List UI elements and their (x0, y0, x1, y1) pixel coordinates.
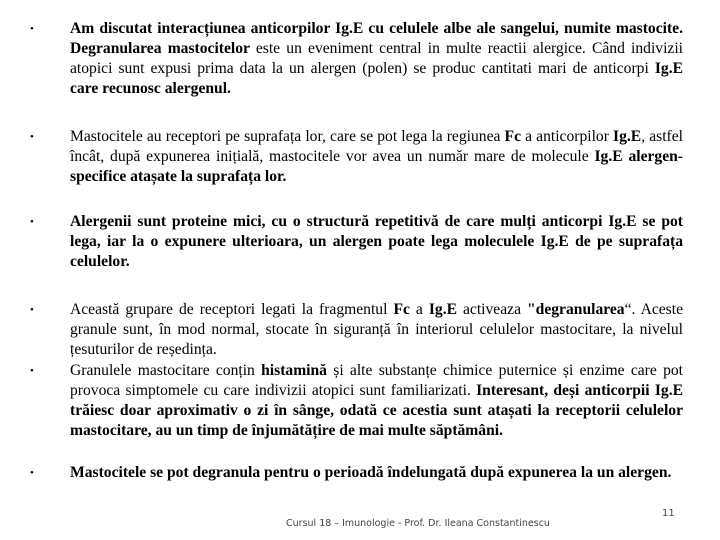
bullet-text (70, 212, 683, 272)
text-span: Fc (504, 128, 521, 145)
bullet-marker: • (30, 467, 34, 479)
bullet-marker: • (30, 365, 34, 377)
footer-text: Cursul 18 – Imunologie - Prof. Dr. Ileana Constantinescu (286, 518, 550, 529)
text-span: activeaza (457, 301, 527, 318)
text-span: a anticorpilor (521, 128, 614, 145)
text-span: Mastocitele se pot degranula pentru o perioadă îndelungată după expunerea la un alergen. (70, 464, 672, 481)
text-span: histamină (261, 362, 327, 379)
bullet-marker: • (30, 216, 34, 228)
text-span: a (409, 301, 429, 318)
text-span: Alergenii sunt proteine mici, cu o structură repetitivă de care mulți anticorpi Ig.E se pot lega, iar la o expunere ulterioara, un alergen poate lega moleculele Ig.E de pe suprafața celulelor. (70, 213, 683, 270)
text-span: Granulele mastocitare conțin (70, 362, 262, 379)
text-span: este un eveniment central in multe reactii alergice. Când indivizii atopici sunt expusi prima data la un alergen (polen) se produc cantitati mari de anticorpi (70, 40, 684, 77)
bullet-text (70, 300, 683, 360)
bullet-text (70, 361, 683, 441)
text-span: Ig.E (613, 128, 642, 145)
text-span: Această grupare de receptori legati la fragmentul (70, 301, 394, 318)
text-span: Ig.E care recunosc alergenul. (70, 60, 683, 97)
bullet-text (70, 127, 683, 187)
text-span: Am discutat interacțiunea anticorpilor Ig.E cu celulele albe ale sangelui, numite mastocite. Degranularea mastocitelor (70, 20, 683, 57)
text-span: , astfel încât, după expunerea inițială, mastocitele vor avea un număr mare de molecule (70, 128, 683, 165)
text-span: "degranularea (527, 301, 625, 318)
text-span: Fc (393, 301, 410, 318)
bullet-text (70, 19, 683, 99)
bullet-text (70, 463, 683, 483)
text-span: “. Aceste granule sunt, în mod normal, stocate în siguranță în interiorul celulelor mastocitare, la nivelul țesuturilor de reședința. (70, 301, 683, 358)
text-span: Mastocitele au receptori pe suprafața lor, care se pot lega la regiunea (70, 128, 505, 145)
text-span: Interesant, deși anticorpii Ig.E trăiesc doar aproximativ o zi în sânge, odată ce acestia sunt atașati la receptorii celulelor mastocitare, au un timp de înjumătățire de mai multe săptămâni. (70, 382, 683, 439)
bullet-marker: • (30, 304, 34, 316)
bullet-marker: • (30, 131, 34, 143)
text-span: Ig.E alergen-specifice atașate la suprafața lor. (70, 148, 683, 185)
text-span: Ig.E (428, 301, 457, 318)
page-number: 11 (662, 508, 675, 519)
bullet-marker: • (30, 23, 34, 35)
text-span: și alte substanțe chimice puternice și enzime care pot provoca simptomele cu care indivizii atopici sunt familiarizati. (70, 362, 683, 399)
